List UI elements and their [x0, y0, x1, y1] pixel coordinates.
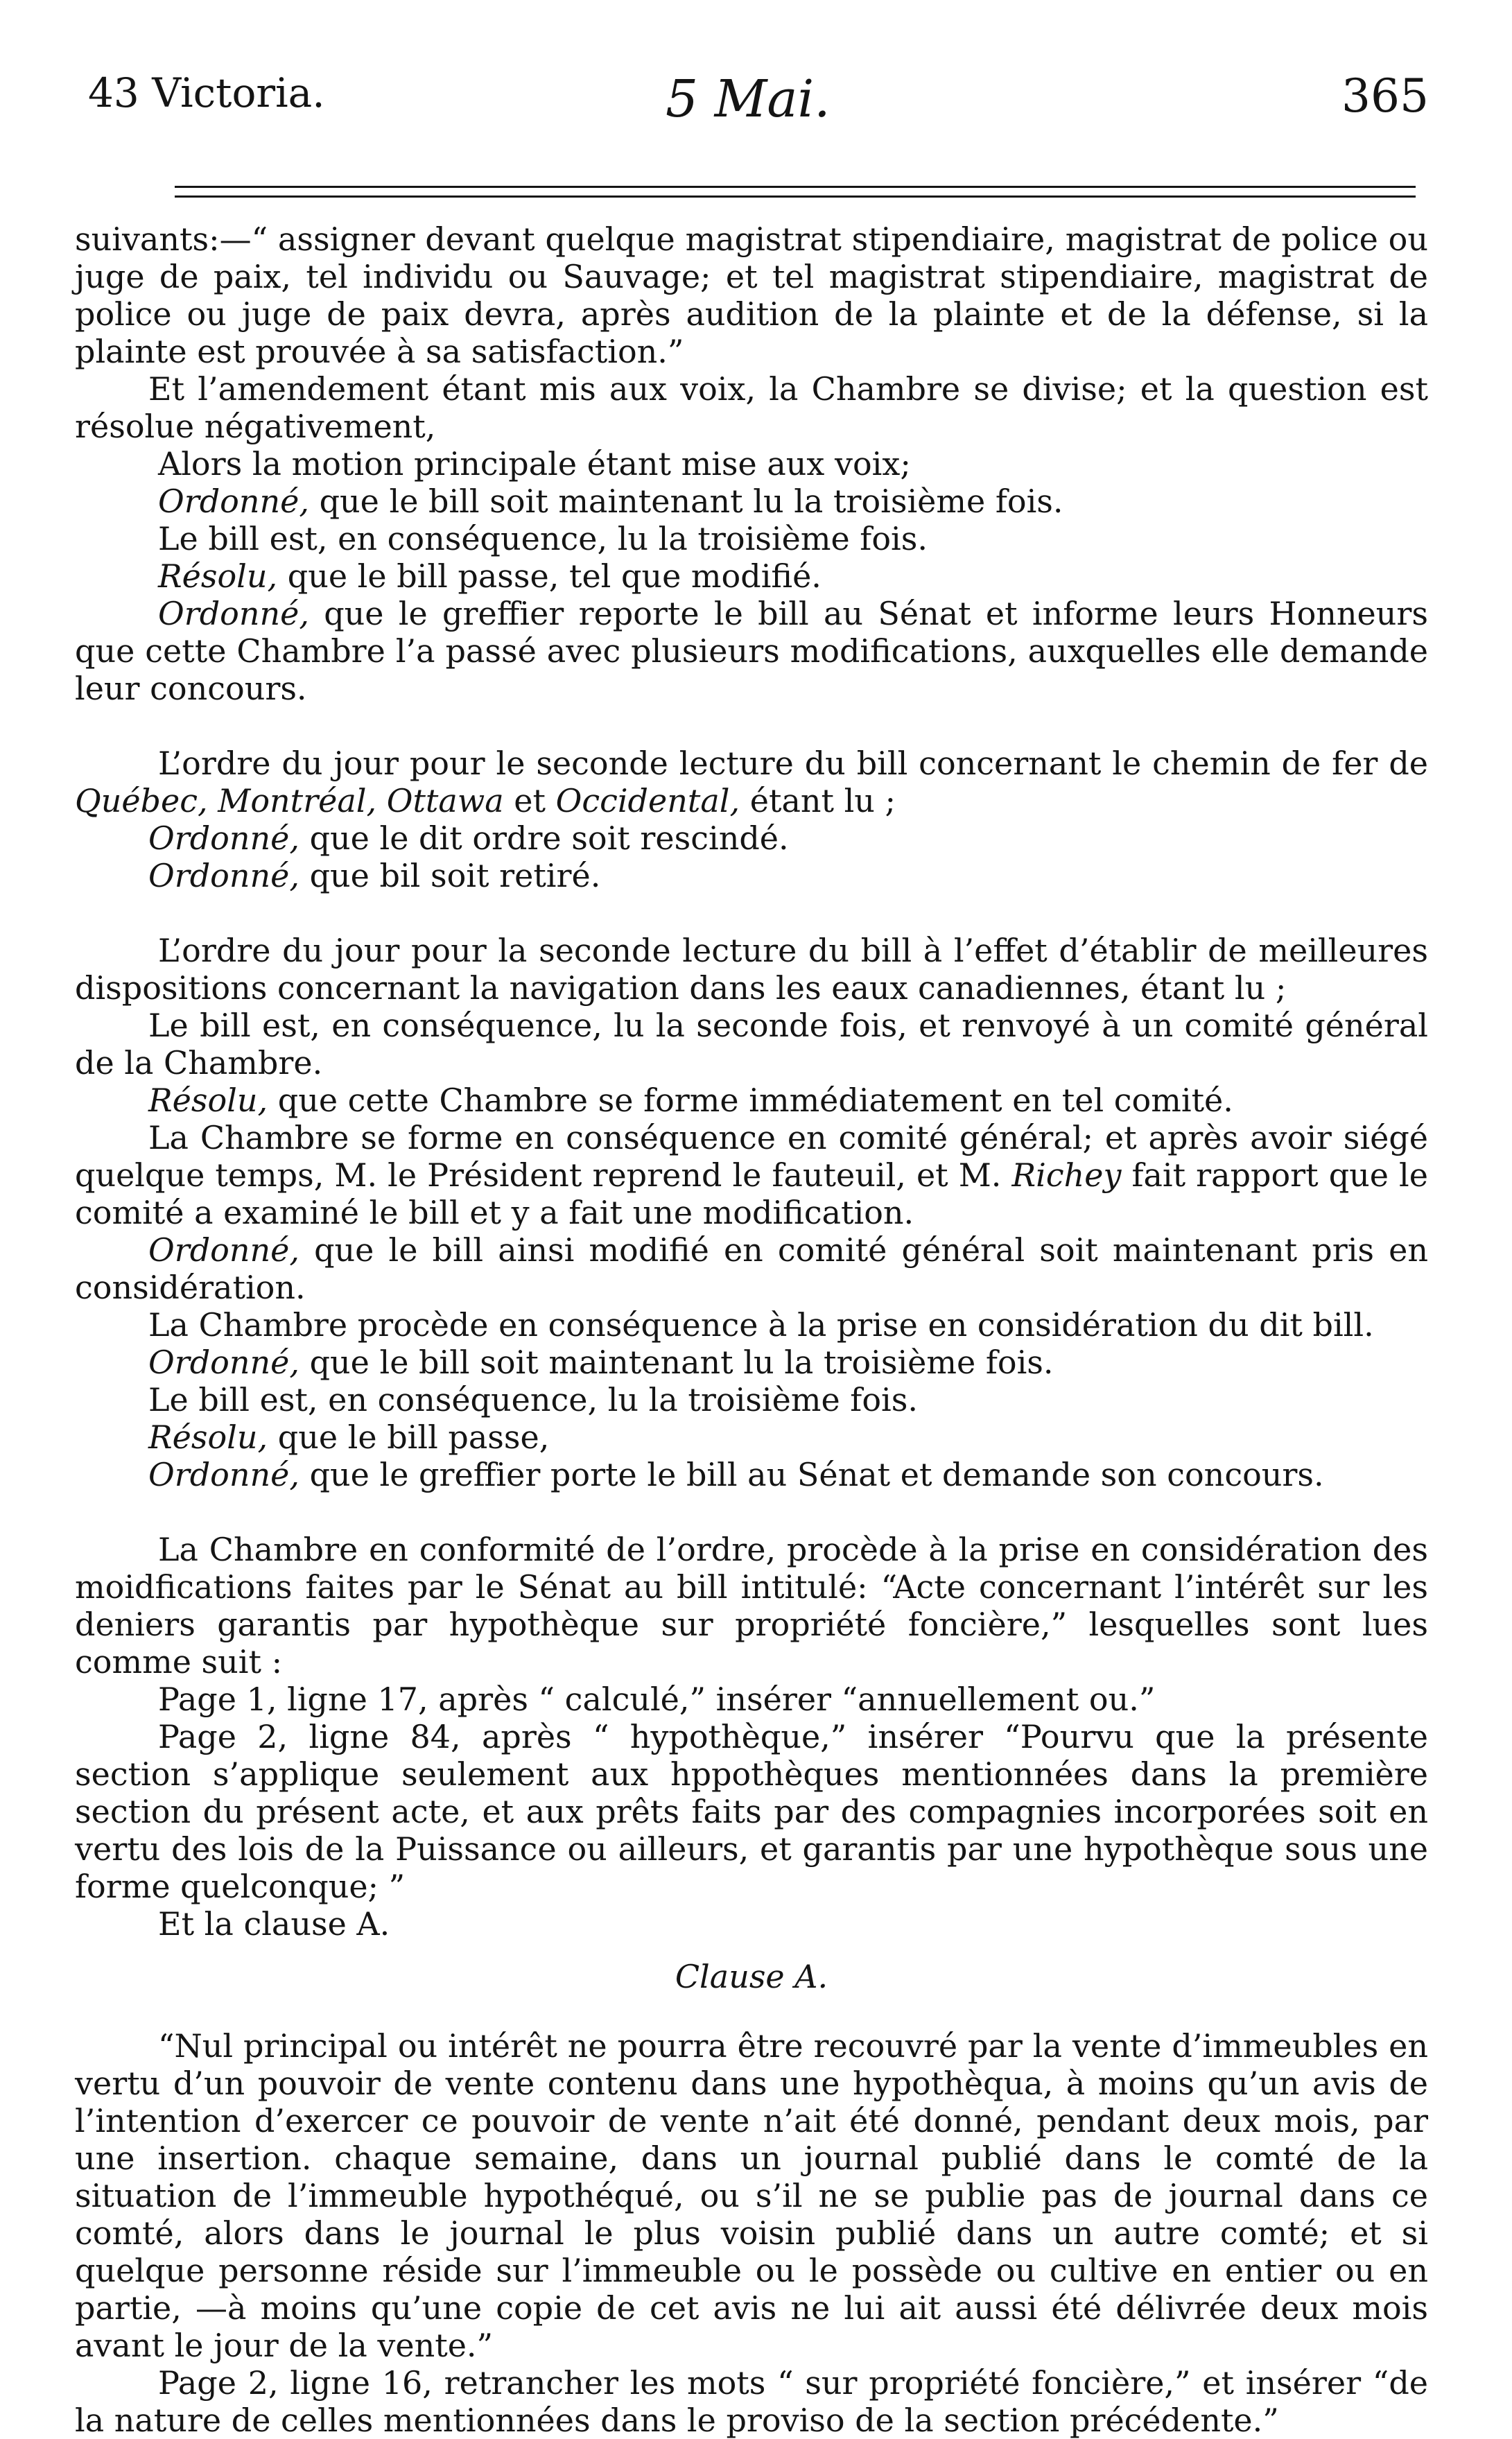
- member-name: Richey: [1011, 1156, 1122, 1194]
- motion-keyword: Résolu,: [148, 1418, 268, 1456]
- paragraph-text: que bil soit retiré.: [299, 857, 601, 894]
- paragraph: [75, 1418, 1428, 1456]
- paragraph: Et l’amendement étant mis aux voix, la Chambre se divise; et la question est résolue négativement,: [75, 370, 1428, 445]
- paragraph: [75, 483, 1428, 520]
- page-body: [75, 220, 1428, 2439]
- motion-keyword: Ordonné,: [158, 483, 309, 520]
- railway-name: Québec, Montréal, Ottawa: [75, 782, 504, 819]
- paragraph: [75, 1119, 1428, 1231]
- paragraph-text: que le bill soit maintenant lu la troisième fois.: [299, 1344, 1054, 1381]
- motion-keyword: Ordonné,: [148, 857, 299, 894]
- motion-keyword: Résolu,: [158, 557, 278, 595]
- paragraph: suivants:—“ assigner devant quelque magistrat stipendiaire, magistrat de police ou juge de paix, tel individu ou Sauvage; et tel magistrat stipendiaire, magistrat de police ou juge de paix devra, après audition de la plainte et de la défense, si la plainte est prouvée à sa satisfaction.”: [75, 220, 1428, 370]
- amendment-line: Page 1, ligne 17, après “ calculé,” insérer “annuellement ou.”: [158, 1681, 1156, 1718]
- paragraph-text: que le bill ainsi modifié en comité général soit maintenant pris en considération.: [75, 1231, 1428, 1306]
- page-header: [0, 0, 1512, 153]
- paragraph: La Chambre en conformité de l’ordre, procède à la prise en considération des moidfications faites par le Sénat au bill intitulé: “Acte concernant l’intérêt sur les deniers garantis par hypothèque sur propriété foncière,” lesquelles sont lues comme suit :: [75, 1531, 1428, 1681]
- date-heading: 5 Mai.: [666, 69, 831, 129]
- paragraph: [75, 745, 1428, 819]
- paragraph-gap: [75, 1493, 1428, 1531]
- paragraph: [75, 857, 1428, 894]
- paragraph: Alors la motion principale étant mise aux voix;: [158, 445, 911, 483]
- paragraph: L’ordre du jour pour la seconde lecture du bill à l’effet d’établir de meilleures dispositions concernant la navigation dans les eaux canadiennes, étant lu ;: [75, 932, 1428, 1007]
- paragraph: [75, 595, 1428, 707]
- clause-text: “Nul principal ou intérêt ne pourra être recouvré par la vente d’immeubles en vertu d’un pouvoir de vente contenu dans une hypothèqua, à moins qu’un avis de l’intention d’exercer ce pouvoir de vente n’ait été donné, pendant deux mois, par une insertion. chaque semaine, dans un journal publié dans le comté de la situation de l’immeuble hypothéqué, ou s’il ne se publie pas de journal dans ce comté, alors dans le journal le plus voisin publié dans un autre comté; et si quelque personne réside sur l’immeuble ou le possède ou cultive en entier ou en partie, —à moins qu’une copie de cet avis ne lui ait aussi été délivrée deux mois avant le jour de la vente.”: [75, 2027, 1428, 2364]
- paragraph: [75, 819, 1428, 857]
- header-rule-bottom: [175, 196, 1416, 198]
- paragraph-text: La Chambre se forme en conséquence en comité général; et après avoir siégé quelque temps, M. le Président reprend le fauteuil, et M.: [75, 1119, 1428, 1194]
- motion-keyword: Ordonné,: [158, 595, 309, 632]
- paragraph: La Chambre procède en conséquence à la prise en considération du dit bill.: [148, 1306, 1374, 1344]
- motion-keyword: Ordonné,: [148, 819, 299, 857]
- paragraph-text: que le bill soit maintenant lu la troisième fois.: [309, 483, 1063, 520]
- amendment-line: Page 2, ligne 16, retrancher les mots “ sur propriété foncière,” et insérer “de la nature de celles mentionnées dans le proviso de la section précédente.”: [75, 2364, 1428, 2439]
- motion-keyword: Ordonné,: [148, 1231, 299, 1269]
- paragraph-text: que cette Chambre se forme immédiatement en tel comité.: [268, 1082, 1233, 1119]
- paragraph-gap: [75, 894, 1428, 932]
- amendment-line: Et la clause A.: [158, 1905, 390, 1943]
- paragraph-text: L’ordre du jour pour le seconde lecture du bill concernant le chemin de fer de: [158, 745, 1428, 782]
- paragraph: [75, 1344, 1428, 1381]
- page-number: 365: [1341, 69, 1429, 123]
- paragraph-text: que le greffier porte le bill au Sénat et demande son concours.: [299, 1456, 1324, 1493]
- paragraph: [75, 1082, 1428, 1119]
- paragraph: [75, 557, 1428, 595]
- paragraph: [75, 1456, 1428, 1493]
- motion-keyword: Ordonné,: [148, 1344, 299, 1381]
- paragraph-text: et: [503, 782, 556, 819]
- paragraph-gap: [75, 707, 1428, 745]
- paragraph-text: que le dit ordre soit rescindé.: [299, 819, 789, 857]
- railway-name: Occidental,: [555, 782, 740, 819]
- paragraph-text: que le bill passe, tel que modifié.: [277, 557, 822, 595]
- paragraph-text: étant lu ;: [740, 782, 896, 819]
- paragraph-text: fait rapport que le comité a examiné le bill et y a fait une modification.: [75, 1156, 1428, 1231]
- paragraph: Le bill est, en conséquence, lu la seconde fois, et renvoyé à un comité général de la Chambre.: [75, 1007, 1428, 1082]
- amendment-line: Page 2, ligne 84, après “ hypothèque,” insérer “Pourvu que la présente section s’applique seulement aux hppothèques mentionnées dans la première section du présent acte, et aux prêts faits par des compagnies incorporées soit en vertu des lois de la Puissance ou ailleurs, et garantis par une hypothèque sous une forme quelconque; ”: [75, 1718, 1428, 1905]
- motion-keyword: Résolu,: [148, 1082, 268, 1119]
- paragraph-text: que le bill passe,: [268, 1418, 550, 1456]
- paragraph: Le bill est, en conséquence, lu la troisième fois.: [158, 520, 928, 557]
- paragraph-text: que le greffier reporte le bill au Sénat et informe leurs Honneurs que cette Chambre l’a passé avec plusieurs modifications, auxquelles elle demande leur concours.: [75, 595, 1428, 707]
- paragraph: [75, 1231, 1428, 1306]
- motion-keyword: Ordonné,: [148, 1456, 299, 1493]
- paragraph: Le bill est, en conséquence, lu la troisième fois.: [148, 1381, 918, 1418]
- clause-heading: Clause A.: [675, 1958, 828, 1995]
- header-rule-top: [175, 186, 1416, 188]
- regnal-year: 43 Victoria.: [88, 69, 325, 116]
